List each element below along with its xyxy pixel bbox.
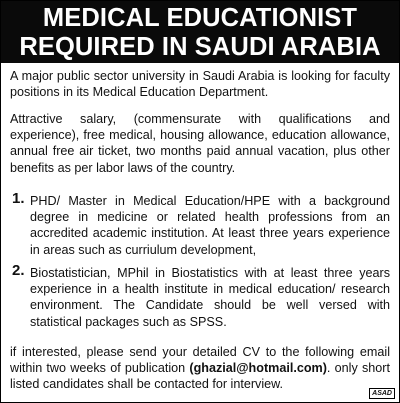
closing-text-before: if interested, please send your detailed CV to the following email within two weeks of publication — [10, 345, 390, 376]
intro-paragraph: A major public sector university in Saudi Arabia is looking for faculty positions in its Medical Education Department. — [10, 69, 390, 100]
position-number: 1. — [12, 190, 25, 207]
closing-text-after: . only short listed candidates shall be contacted for interview. — [10, 361, 390, 392]
agency-logo: ASAD — [369, 388, 395, 399]
ad-header — [1, 1, 399, 63]
position-text: Biostatistician, MPhil in Biostatistics with at least three years experience in a health institute in medical education/ research environment. The Candidate should be well versed with statistical packages such as SPSS. — [30, 266, 390, 329]
ad-title-line-1: MEDICAL EDUCATIONIST — [42, 4, 358, 32]
benefits-paragraph: Attractive salary, (commensurate with qualifications and experience), free medical, housing allowance, education allowance, annual free air ticket, two months paid annual vacation, plus other benefits as per labor laws of the country. — [10, 112, 390, 175]
closing-paragraph — [10, 344, 390, 393]
contact-email[interactable]: (ghazial@hotmail.com) — [189, 361, 327, 376]
ad-title-line-2: REQUIRED IN SAUDI ARABIA — [19, 33, 381, 61]
position-number: 2. — [12, 262, 25, 279]
position-text: PHD/ Master in Medical Education/HPE with a background degree in medicine or related health professions from an accredited academic institution. At least three years experience in areas such as curriulum development, — [30, 194, 390, 257]
